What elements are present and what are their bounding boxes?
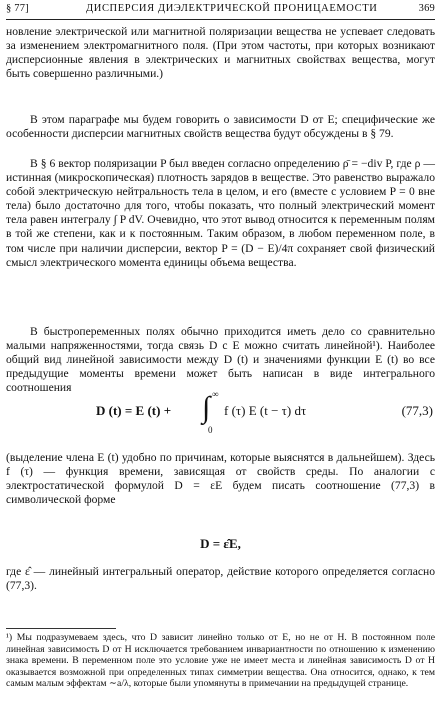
paragraph-1: новление электрической или магнитной поляризации вещества не успевает следовать за изменением электромагнитного поля. (При этом частоты, при которых возникают дисперсионные явления в электрических и магнитных свойствах вещества, могут быть совершенно различными.) — [6, 25, 435, 81]
paragraph-4: В быстропеременных полях обычно приходится иметь дело со сравнительно малыми напряженностями, тогда связь D с E можно считать линейной¹). Наиболее общий вид линейной зависимости между D (t) и значениями функции E (t) во все предыдущие моменты времени может быть написан в виде интегрального соотношения — [6, 325, 435, 395]
equation-77-3 — [6, 389, 435, 441]
integral-sign: ∫ — [202, 391, 211, 424]
paragraph-2: В этом параграфе мы будем говорить о зависимости D от E; специфические же особенности дисперсии магнитных свойств вещества будут обсуждены в § 79. — [6, 113, 435, 141]
equation-number: (77,3) — [401, 403, 433, 418]
running-header — [6, 3, 435, 19]
paragraph-6: где ε̂ — линейный интегральный оператор, действие которого определяется согласно (77,3). — [6, 565, 435, 593]
header-rule — [6, 19, 435, 20]
paragraph-5: (выделение члена E (t) удобно по причинам, которые выяснятся в дальнейшем). Здесь f (τ) — функция времени, зависящая от свойств среды. По аналогии с электростатической формулой D = εE будем писать соотношение (77,3) в символической форме — [6, 451, 435, 507]
footnote-rule — [6, 628, 116, 629]
running-title: ДИСПЕРСИЯ ДИЭЛЕКТРИЧЕСКОЙ ПРОНИЦАЕМОСТИ — [86, 3, 378, 14]
section-ref: § 77] — [6, 3, 29, 14]
equation-symbolic: D = ε̂E, — [200, 536, 241, 551]
integral-upper-limit: ∞ — [212, 389, 219, 399]
equation-left-side: D (t) = E (t) + — [96, 403, 172, 418]
footnote: ¹) Мы подразумеваем здесь, что D зависит линейно только от E, но не от H. В постоянном поле линейная зависимость D от H исключается требованием инвариантности по отношению к изменению знака времени. В переменном поле это условие уже не имеет места и линейная зависимость D от H оказывается возможной при определенных типах симметрии вещества. Она относится, однако, к тем самым малым эффектам ∼a/λ, которые были упомянуты в примечании на предыдущей странице. — [6, 632, 435, 690]
page-number: 369 — [418, 3, 435, 14]
integrand: f (τ) E (t − τ) dτ — [224, 403, 307, 418]
paragraph-3: В § 6 вектор поляризации P был введен согласно определению ρ̄ = −div P, где ρ — истинная (микроскопическая) плотность зарядов в веществе. Это равенство выражало собой электрическую нейтральность тела в целом, и его (вместе с условием P = 0 вне тела) было достаточно для того, чтобы показать, что полный электрический момент тела равен интегралу ∫ P dV. Очевидно, что этот вывод относится к переменным полям в той же степени, как и к постоянным. Таким образом, в любом переменном поле, в том числе при наличии дисперсии, вектор P = (D − E)/4π сохраняет свой физический смысл электрического момента единицы объема вещества. — [6, 157, 435, 269]
integral-lower-limit: 0 — [208, 425, 213, 435]
